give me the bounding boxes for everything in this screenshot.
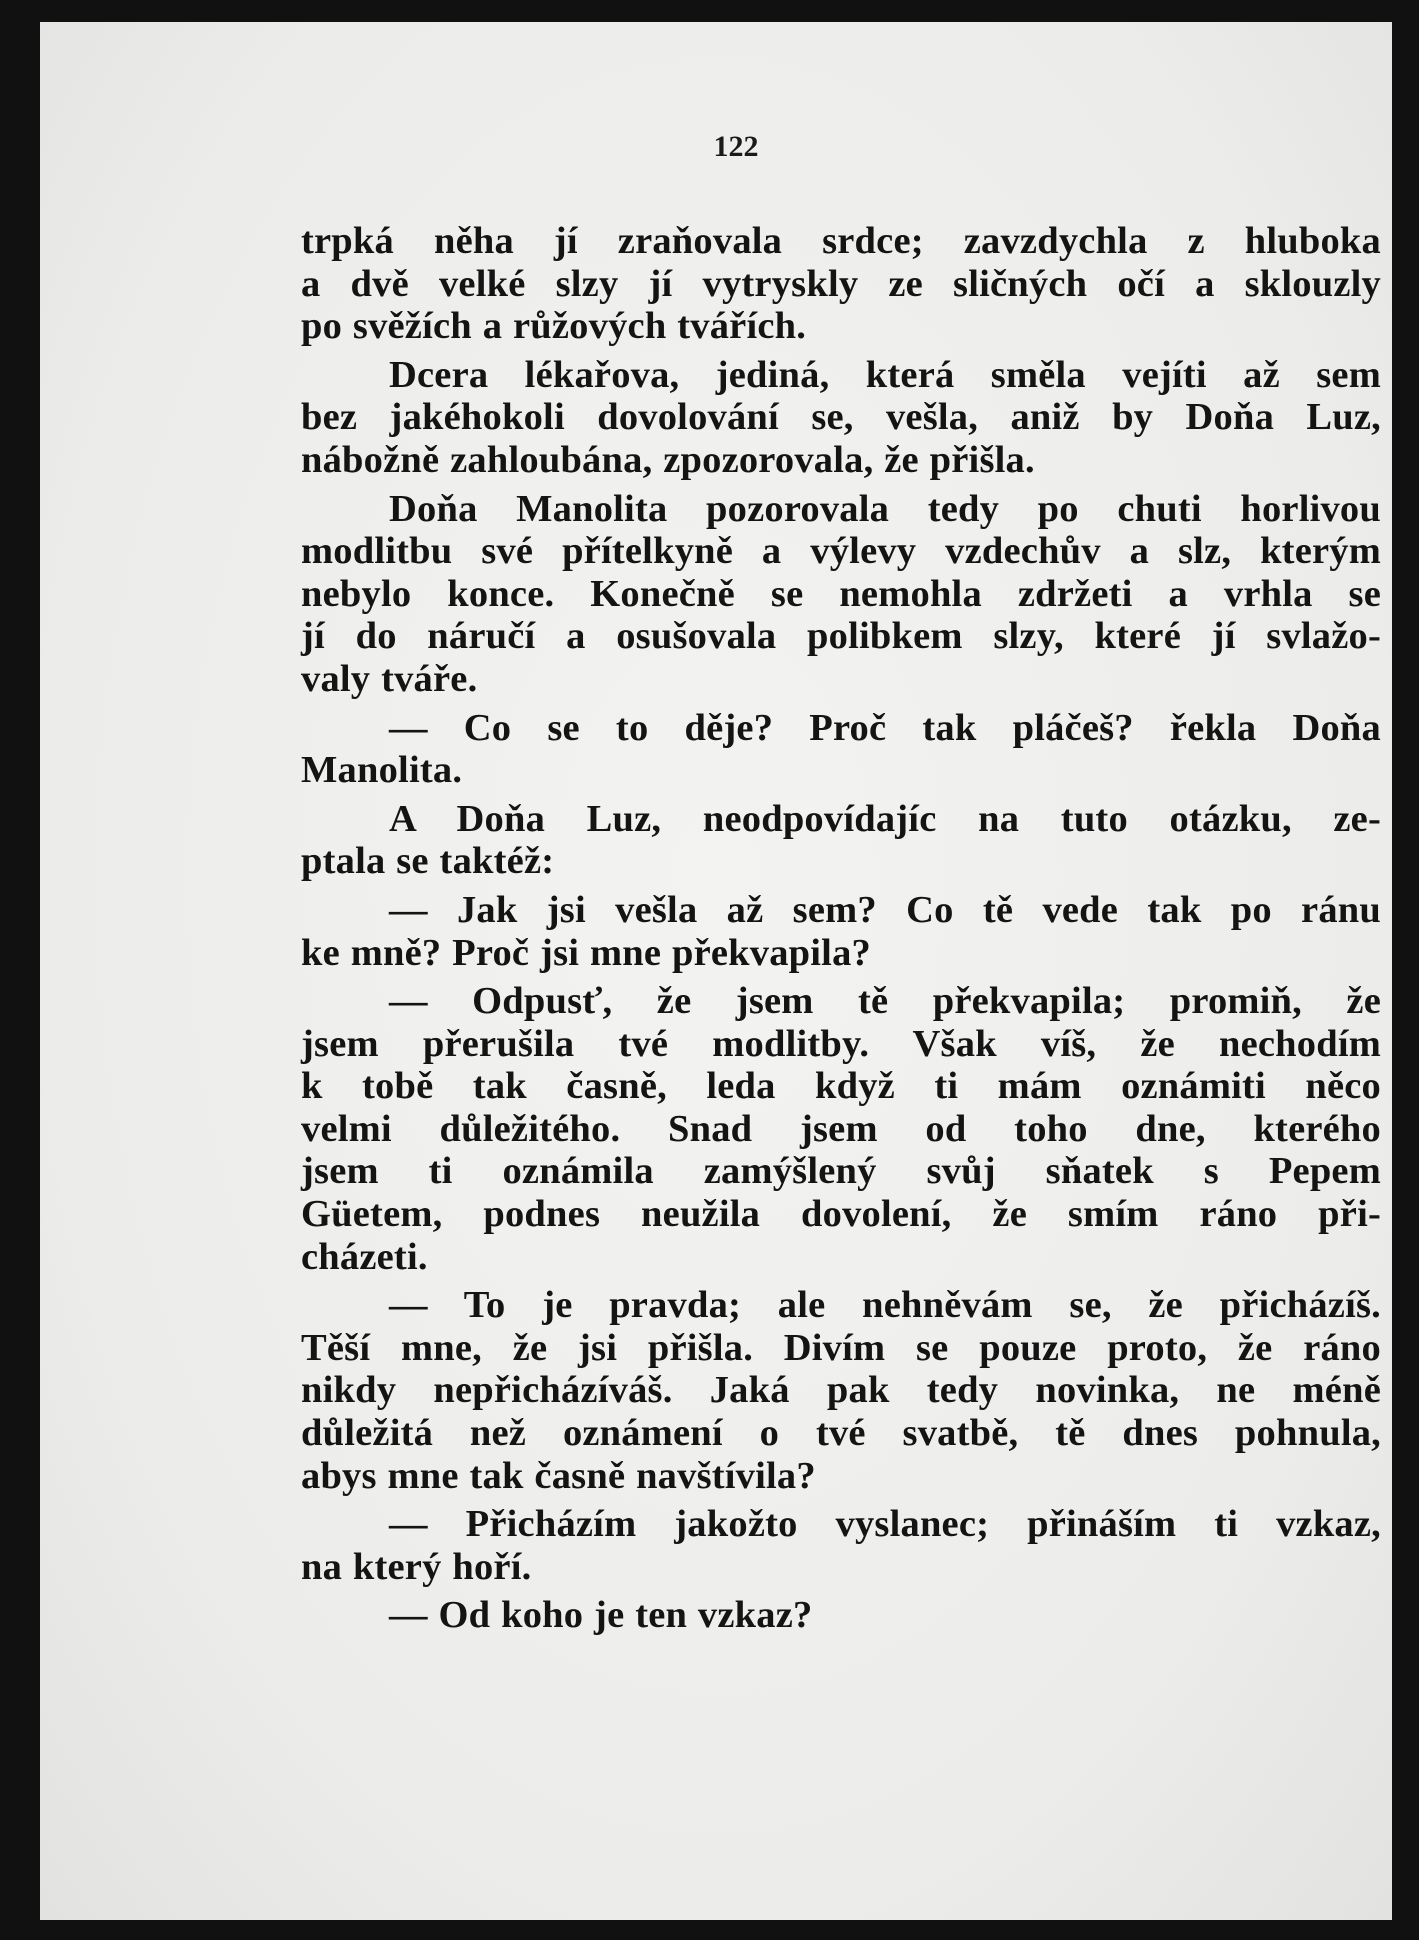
text-line: Güetem, podnes neužila dovolení, že smím ráno při- — [301, 1193, 1381, 1236]
book-page — [40, 22, 1392, 1920]
text-line: nebylo konce. Konečně se nemohla zdržeti a vrhla se — [301, 572, 1381, 615]
paragraph — [301, 488, 1381, 701]
text-line: nábožně zahloubána, zpozorovala, že přišla. — [301, 438, 1035, 481]
text-line: jí do náručí a osušovala polibkem slzy, které jí svlažo- — [301, 615, 1381, 658]
text-line: trpká něha jí zraňovala srdce; zavzdychla z hluboka — [301, 220, 1381, 262]
text-line: — Od koho je ten vzkaz? — [389, 1594, 813, 1637]
text-line: bez jakéhokoli dovolování se, vešla, aniž by Doňa Luz, — [301, 396, 1381, 439]
text-line: Doňa Manolita pozorovala tedy po chuti horlivou — [389, 487, 1381, 530]
text-line: Těší mne, že jsi přišla. Divím se pouze proto, že ráno — [301, 1326, 1381, 1369]
text-line: Manolita. — [301, 749, 463, 792]
text-line: jsem přerušila tvé modlitby. Však víš, že nechodím — [301, 1022, 1381, 1065]
paragraph — [301, 220, 1381, 348]
text-line: důležitá než oznámení o tvé svatbě, tě dnes pohnula, — [301, 1412, 1381, 1455]
body-text — [301, 220, 1381, 1643]
text-line: ke mně? Proč jsi mne překvapila? — [301, 931, 871, 974]
paragraph — [301, 980, 1381, 1278]
text-line: — Přicházím jakožto vyslanec; přináším ti vzkaz, — [389, 1503, 1381, 1546]
text-line: po svěžích a růžových tvářích. — [301, 305, 807, 348]
text-line: — Odpusť, že jsem tě překvapila; promiň, že — [389, 980, 1381, 1023]
paragraph — [301, 798, 1381, 883]
text-line: A Doňa Luz, neodpovídajíc na tuto otázku, ze- — [389, 797, 1381, 840]
text-line: nikdy nepřicházíváš. Jaká pak tedy novinka, ne méně — [301, 1369, 1381, 1412]
text-line: a dvě velké slzy jí vytryskly ze sličných očí a sklouzly — [301, 262, 1381, 305]
text-line: — Jak jsi vešla až sem? Co tě vede tak po ránu — [389, 888, 1381, 931]
text-line: — Co se to děje? Proč tak pláčeš? řekla Doňa — [389, 706, 1381, 749]
text-line: na který hoří. — [301, 1545, 532, 1588]
paragraph — [301, 707, 1381, 792]
paragraph — [301, 1284, 1381, 1497]
paragraph — [301, 354, 1381, 482]
text-line: ptala se taktéž: — [301, 840, 555, 883]
page-number: 122 — [713, 130, 759, 163]
text-line: — To je pravda; ale nehněvám se, že přicházíš. — [389, 1284, 1381, 1327]
text-line: jsem ti oznámila zamýšlený svůj sňatek s Pepem — [301, 1150, 1381, 1193]
paragraph — [301, 1594, 1381, 1637]
text-line: Dcera lékařova, jediná, která směla vejíti až sem — [389, 353, 1381, 396]
paragraph — [301, 1503, 1381, 1588]
text-line: k tobě tak časně, leda když ti mám oznámiti něco — [301, 1065, 1381, 1108]
text-line: valy tváře. — [301, 657, 478, 700]
text-line: cházeti. — [301, 1235, 428, 1278]
paragraph — [301, 889, 1381, 974]
text-line: velmi důležitého. Snad jsem od toho dne, kterého — [301, 1107, 1381, 1150]
text-line: modlitbu své přítelkyně a výlevy vzdechův a slz, kterým — [301, 530, 1381, 573]
text-line: abys mne tak časně navštívila? — [301, 1454, 816, 1497]
